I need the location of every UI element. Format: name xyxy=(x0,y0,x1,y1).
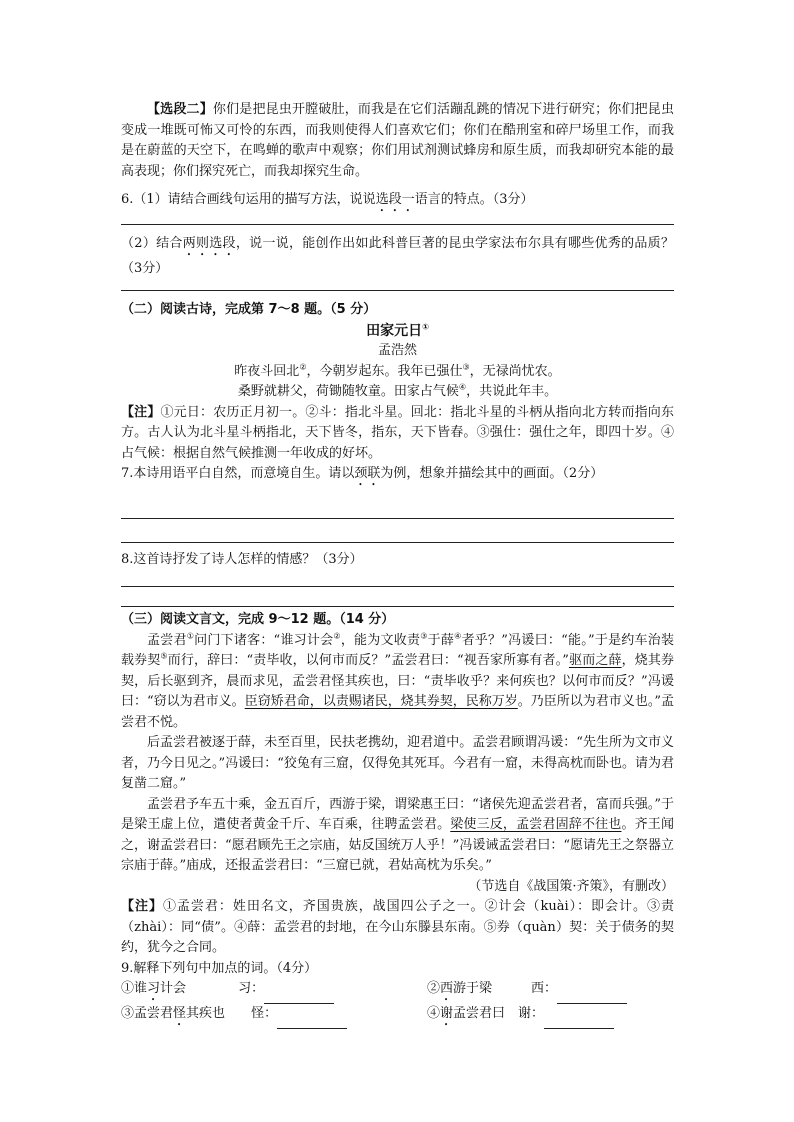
passage-two xyxy=(121,100,674,182)
question-9: 9.解释下列句中加点的词。（4分） xyxy=(121,960,318,976)
q9-item: ③孟尝君怪其疾也 怪： xyxy=(121,1004,427,1029)
question-8-block xyxy=(121,550,674,571)
section-two xyxy=(121,300,674,489)
passage-two-text: 【选段二】你们是把昆虫开膛破肚，而我是在它们活蹦乱跳的情况下进行研究；你们把昆虫变成一堆既可怖又可怜的东西，而我则使得人们喜欢它们；你们在酷刑室和碎尸场里工作，而我是在蔚蓝的天空下，在鸣蝉的歌声中观察；你们用试剂测试蜂房和原生质，而我却研究本能的最高表现；你们探究死亡，而我却探究生命。 xyxy=(121,102,674,179)
source-citation: （节选自《战国策·齐策》，有删改） xyxy=(468,878,674,894)
question-6-part-2: （2）结合两则选段，说一说，能创作出如此科普巨著的昆虫学家法布尔具有哪些优秀的品质？（3分） xyxy=(121,236,674,276)
classical-paragraph-3: 孟尝君予车五十乘，金五百斤，西游于梁，谓梁惠王曰：“诸侯先迎孟尝君者，富而兵强。”于是梁王虚上位，遣使者黄金千斤、车百乘，往聘孟尝君。梁使三反，孟尝君固辞不往也。齐王闻之，谢孟尝君曰：“愿君顾先王之宗庙，姑反国统万人乎！”冯谖诫孟尝君曰：“愿请先王之祭器立宗庙于薛。”庙成，还报孟尝君曰：“三窟已就，君姑高枕为乐矣。” xyxy=(121,796,674,873)
underlined-sentence: 驱而之薛 xyxy=(568,653,622,668)
answer-blank[interactable] xyxy=(544,1014,614,1029)
answer-line[interactable] xyxy=(121,586,674,587)
q9-item: ④谢孟尝君曰 谢： xyxy=(427,1004,674,1029)
section-three-heading: （三）阅读文言文，完成 9～12 题。（14 分） xyxy=(121,612,395,627)
q9-item: ①谁习计会 习： xyxy=(121,979,427,1004)
poem-title: 田家元日① xyxy=(366,321,429,339)
underlined-sentence: 臣窃矫君命，以责赐诸民，烧其券契，民称万岁 xyxy=(244,694,518,709)
poem-author: 孟浩然 xyxy=(377,343,417,358)
question-6-part-1: 6.（1）请结合画线句运用的描写方法，说说选段一语言的特点。（3分） xyxy=(121,192,534,207)
q9-item: ②西游于梁 西： xyxy=(427,979,674,1004)
passage-two-label: 【选段二】 xyxy=(147,102,213,117)
answer-blank[interactable] xyxy=(557,989,627,1004)
poem-notes: 【注】①元日：农历正月初一。②斗：指北斗星。回北：指北斗星的斗柄从指向北方转而指向东方。古人认为北斗星斗柄指北，天下皆冬，指东，天下皆春。③强仕：强仕之年，即四十岁。④占气候：根据自然气候推测一年收成的好坏。 xyxy=(121,404,674,461)
answer-blank[interactable] xyxy=(277,1014,347,1029)
answer-blank[interactable] xyxy=(264,989,334,1004)
answer-line[interactable] xyxy=(121,542,674,543)
answer-line[interactable] xyxy=(121,290,674,291)
answer-line[interactable] xyxy=(121,224,674,225)
answer-line[interactable] xyxy=(121,518,674,519)
classical-paragraph-1: 孟尝君①问门下诸客：“谁习计会②，能为文收责③于薛④者乎？”冯谖曰：“能。”于是约车治装载券契⑤而行，辞曰：“责毕收，以何市而反？”孟尝君曰：“视吾家所寡有者。”驱而之薛，烧其券契，后长驱到齐，晨而求见，孟尝君怪其疾也，曰：“责毕收乎？来何疾也？以何市而反？”冯谖曰：“窃以为君市义。臣窃矫君命，以责赐诸民，烧其券契，民称万岁。乃臣所以为君市义也。”孟尝君不悦。 xyxy=(121,631,675,730)
section-three xyxy=(121,610,674,1029)
poem-line-1: 昨夜斗回北②，今朝岁起东。我年已强仕③，无禄尚忧农。 xyxy=(234,362,561,379)
classical-notes: 【注】①孟尝君：姓田名文，齐国贵族，战国四公子之一。②计会（kuài）：即会计。③责（zhài）：同“债”。④薛：孟尝君的封地，在今山东滕县东南。⑤券（quàn）契：关于债务的契约，犹今之合同。 xyxy=(121,899,674,955)
answer-line[interactable] xyxy=(121,606,674,607)
question-7: 7.本诗用语平白自然，而意境自生。请以颈联为例，想象并描绘其中的画面。（2分） xyxy=(121,466,604,481)
section-two-heading: （二）阅读古诗，完成第 7～8 题。（5 分） xyxy=(121,302,377,317)
question-9-items xyxy=(121,979,674,1029)
question-8: 8.这首诗抒发了诗人怎样的情感？（3分） xyxy=(121,552,363,567)
classical-paragraph-2: 后孟尝君被逐于薛，未至百里，民扶老携幼，迎君道中。孟尝君顾谓冯谖：“先生所为文市义者，乃今日见之。”冯谖曰：“狡兔有三窟，仅得免其死耳。今君有一窟，未得高枕而卧也。请为君复凿二窟。” xyxy=(121,735,674,791)
underlined-sentence: 梁使三反，孟尝君固辞不往也 xyxy=(450,817,622,832)
poem-line-2: 桑野就耕父，荷锄随牧童。田家占气候④，共说此年丰。 xyxy=(237,382,558,399)
